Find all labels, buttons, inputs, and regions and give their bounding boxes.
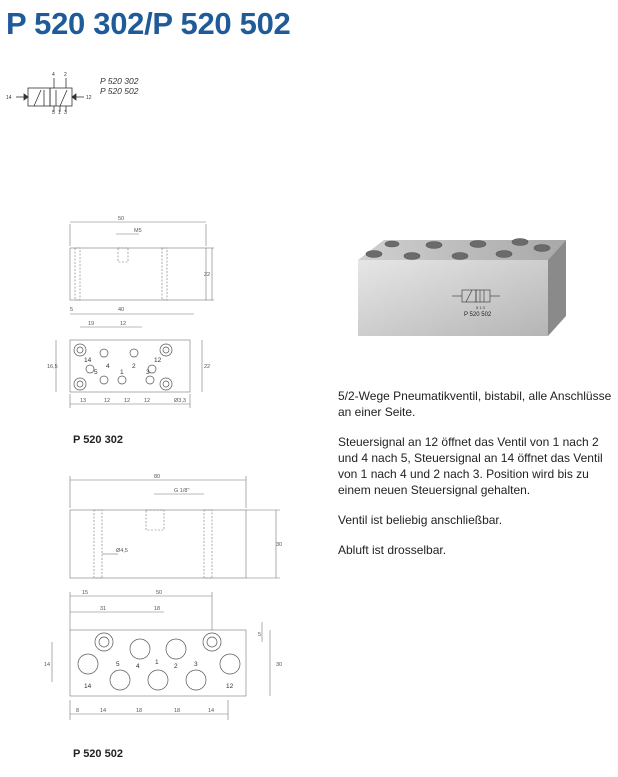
- port-302-5: 5: [94, 369, 98, 376]
- dim-302-bot4: 12: [144, 398, 151, 404]
- dim-302-a: 19: [88, 321, 95, 327]
- port-502-5: 5: [116, 661, 120, 668]
- photo-symbol-ports: 5 1 3: [476, 305, 485, 310]
- dim-502-left: 14: [44, 662, 51, 668]
- port-502-1: 1: [155, 659, 159, 666]
- dim-502-bot3: 18: [136, 708, 143, 714]
- description-para-1: 5/2-Wege Pneumatikventil, bistabil, alle Anschlüsse an einer Seite.: [338, 389, 612, 419]
- port-302-12: 12: [154, 357, 162, 364]
- page-title: P 520 302/P 520 502: [6, 6, 291, 41]
- description-para-2: Steuersignal an 12 öffnet das Ventil von 1 nach 2 und 4 nach 5, Steuersignal an 14 öffnet das Ventil von 1 nach 4 und 2 nach 3. Position wird bis zu einem neuen Steuersignal gehalten.: [338, 435, 603, 497]
- drawing-502: [44, 472, 294, 727]
- symbol-port-3: 3: [64, 110, 67, 114]
- dim-502-width: 80: [154, 474, 161, 480]
- description-para-3: Ventil ist beliebig anschließbar.: [338, 513, 503, 527]
- symbol-port-2: 2: [64, 72, 67, 78]
- valve-block-photo: [352, 232, 574, 342]
- dim-302-bot3: 12: [124, 398, 131, 404]
- symbol-port-5: 5: [52, 110, 55, 114]
- code-302: P 520 302: [100, 76, 139, 86]
- dim-302-height: 22: [204, 272, 211, 278]
- dim-502-bot5: 14: [208, 708, 215, 714]
- dim-302-span: 40: [118, 307, 125, 313]
- dim-502-span: 50: [156, 590, 163, 596]
- dim-302-bot1: 13: [80, 398, 87, 404]
- port-502-3: 3: [194, 661, 198, 668]
- valve-symbol: [4, 68, 96, 114]
- description: [338, 388, 613, 572]
- port-302-1: 1: [120, 369, 124, 376]
- dim-302-bot2: 12: [104, 398, 111, 404]
- port-302-2: 2: [132, 363, 136, 370]
- symbol-port-14: 14: [6, 95, 12, 101]
- code-502: P 520 502: [100, 86, 139, 96]
- photo-block-label: P 520 502: [464, 312, 492, 318]
- dim-302-side1: 16,5: [47, 364, 58, 370]
- dim-502-hole: Ø4,5: [116, 548, 128, 554]
- port-502-4: 4: [136, 663, 140, 670]
- dim-302-thread: M5: [134, 228, 142, 234]
- dim-302-offset: 5: [70, 307, 74, 313]
- port-302-4: 4: [106, 363, 110, 370]
- dim-502-c: 18: [154, 606, 161, 612]
- symbol-port-1: 1: [58, 110, 61, 114]
- dim-302-width: 50: [118, 216, 125, 222]
- port-502-12: 12: [226, 683, 234, 690]
- symbol-codes: [100, 76, 138, 96]
- dim-502-side1: 5: [258, 632, 262, 638]
- dim-502-height: 30: [276, 542, 283, 548]
- port-302-3: 3: [146, 369, 150, 376]
- description-para-4: Abluft ist drosselbar.: [338, 543, 447, 557]
- dim-502-bot2: 14: [100, 708, 107, 714]
- dim-502-side2: 30: [276, 662, 283, 668]
- dim-502-a: 15: [82, 590, 89, 596]
- dim-502-thread: G 1/8": [174, 488, 190, 494]
- dim-302-hole: Ø3,3: [174, 398, 186, 404]
- label-502: P 520 502: [73, 748, 123, 760]
- drawing-302: [44, 210, 224, 415]
- dim-302-b: 12: [120, 321, 127, 327]
- port-302-14: 14: [84, 357, 92, 364]
- dim-502-bot4: 18: [174, 708, 181, 714]
- port-502-14: 14: [84, 683, 92, 690]
- symbol-port-12: 12: [86, 95, 92, 101]
- port-502-2: 2: [174, 663, 178, 670]
- label-302: P 520 302: [73, 434, 123, 446]
- symbol-port-4: 4: [52, 72, 55, 78]
- dim-502-b: 31: [100, 606, 107, 612]
- dim-502-bot1: 8: [76, 708, 80, 714]
- dim-302-side2: 22: [204, 364, 211, 370]
